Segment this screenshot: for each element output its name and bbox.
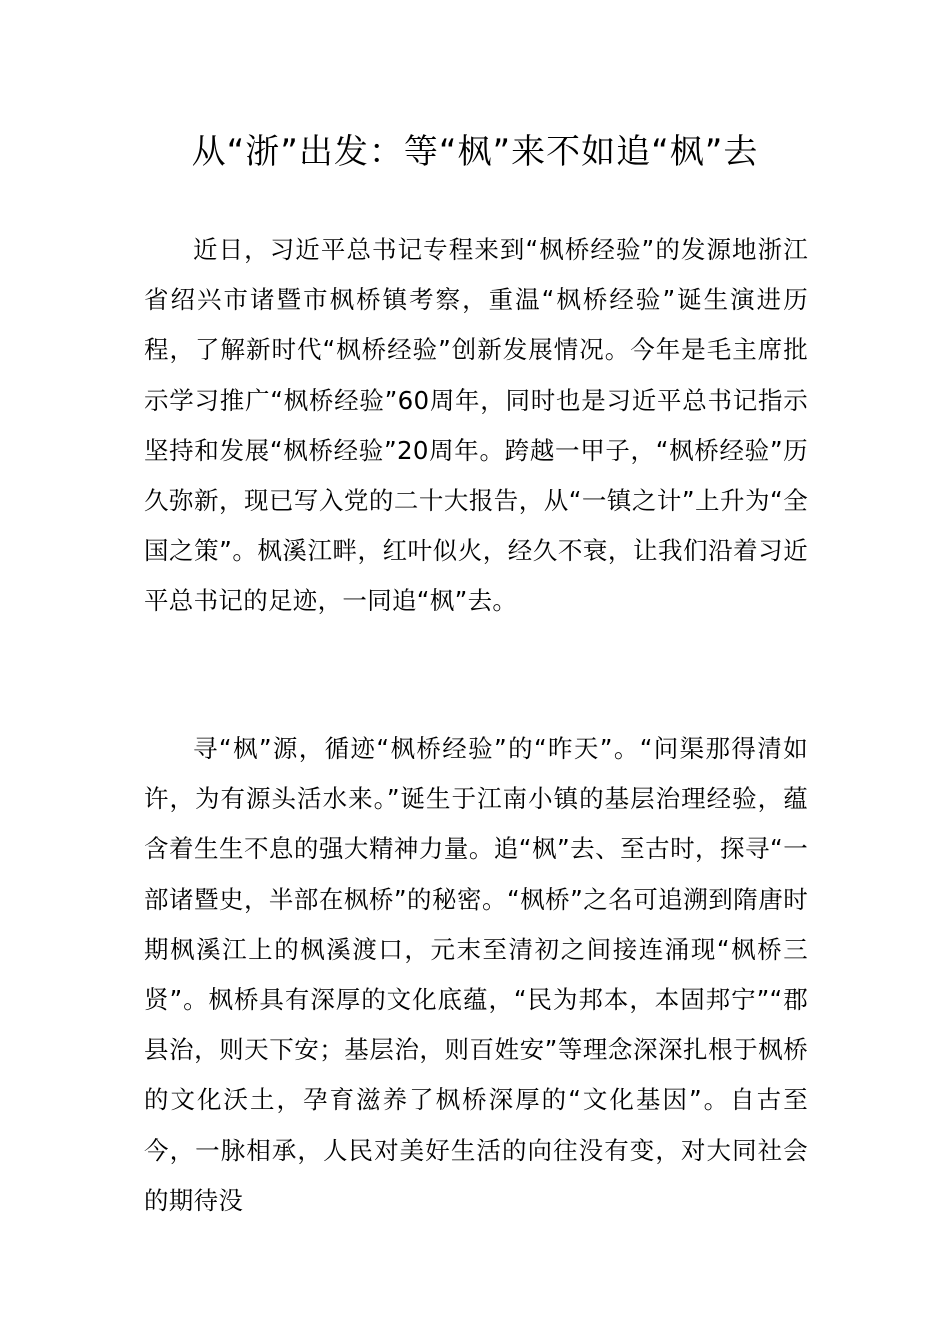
document-title: 从“浙”出发：等“枫”来不如追“枫”去: [191, 132, 759, 172]
paragraph-origin: 寻“枫”源，循迹“枫桥经验”的“昨天”。“问渠那得清如许，为有源头活水来。”诞生于江南小镇的基层治理经验，蕴含着生生不息的强大精神力量。追“枫”去、至古时，探寻“一部诸暨史，半部在枫桥”的秘密。“枫桥”之名可追溯到隋唐时期枫溪江上的枫溪渡口，元末至清初之间接连涌现“枫桥三贤”。枫桥具有深厚的文化底蕴，“民为邦本，本固邦宁”“郡县治，则天下安；基层治，则百姓安”等理念深深扎根于枫桥的文化沃土，孕育滋养了枫桥深厚的“文化基因”。自古至今，一脉相承，人民对美好生活的向往没有变，对大同社会的期待没: [144, 734, 808, 1215]
paragraph-intro: 近日，习近平总书记专程来到“枫桥经验”的发源地浙江省绍兴市诸暨市枫桥镇考察，重温“枫桥经验”诞生演进历程，了解新时代“枫桥经验”创新发展情况。今年是毛主席批示学习推广“枫桥经验”60周年，同时也是习近平总书记指示坚持和发展“枫桥经验”20周年。跨越一甲子，“枫桥经验”历久弥新，现已写入党的二十大报告，从“一镇之计”上升为“全国之策”。枫溪江畔，红叶似火，经久不衰，让我们沿着习近平总书记的足迹，一同追“枫”去。: [144, 235, 808, 616]
